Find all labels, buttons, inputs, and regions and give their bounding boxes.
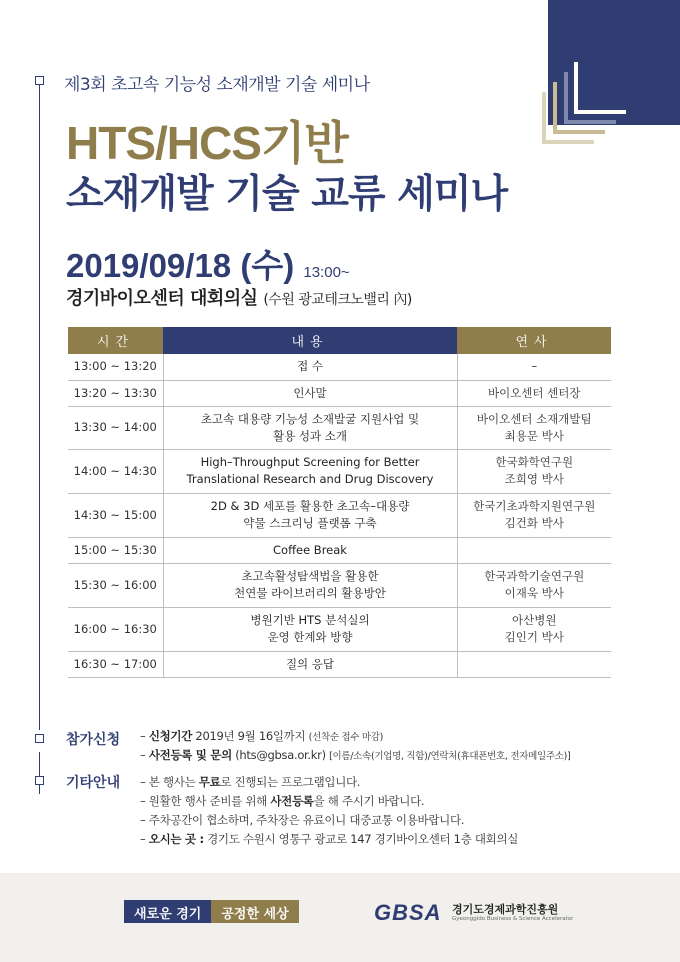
speaker-line: 한국과학기술연구원 <box>484 569 585 584</box>
header-content: 내용 <box>163 327 457 354</box>
schedule-row <box>68 607 611 651</box>
row-content <box>163 563 457 607</box>
content-line: 초고속 대용량 기능성 소재발굴 지원사업 및 <box>200 411 420 426</box>
registration-contact <box>140 747 570 763</box>
schedule-row <box>68 354 611 380</box>
speaker-line: 바이오센터 소재개발팀 <box>476 411 592 426</box>
other-info-bold: 오시는 곳 : <box>148 832 204 846</box>
reg-contact-email[interactable]: (hts@gbsa.or.kr) <box>235 748 326 762</box>
other-info-pre: – 주차공간이 협소하며, 주차장은 유료이니 대중교통 이용바랍니다. <box>140 813 465 827</box>
row-content <box>163 607 457 651</box>
reg-dash-2: – <box>140 748 146 762</box>
row-time: 14:30 ~ 15:00 <box>68 493 163 537</box>
speaker-line: 김인기 박사 <box>504 630 564 644</box>
other-info-line <box>140 793 424 809</box>
row-speaker <box>457 449 611 493</box>
other-info-label: 기타안내 <box>66 775 121 791</box>
content-line: Coffee Break <box>273 542 347 557</box>
schedule-row <box>68 651 611 677</box>
footer-band <box>0 873 680 962</box>
other-info-line <box>140 831 518 847</box>
row-speaker <box>457 537 611 563</box>
content-line: 질의 응답 <box>285 656 335 671</box>
event-date <box>66 240 350 287</box>
title-line-2: 소재개발 기술 교류 세미나 <box>66 172 508 217</box>
subtitle-bullet-icon <box>35 76 44 85</box>
speaker-line: 바이오센터 센터장 <box>487 385 581 400</box>
row-time: 13:20 ~ 13:30 <box>68 380 163 406</box>
content-line: 접 수 <box>297 359 323 374</box>
schedule-row <box>68 563 611 607</box>
row-content <box>163 380 457 406</box>
row-content <box>163 354 457 380</box>
content-line: 2D & 3D 세포를 활용한 초고속–대용량 <box>210 499 410 514</box>
reg-contact-key: 사전등록 및 문의 <box>148 748 232 762</box>
row-speaker <box>457 354 611 380</box>
reg-contact-note: [이름/소속(기업명, 직함)/연락처(휴대폰번호, 전자메일주소)] <box>329 751 571 762</box>
other-info-pre: – <box>140 832 149 846</box>
reg-period-note: (선착순 접수 마감) <box>308 732 384 743</box>
row-content <box>163 406 457 449</box>
venue-note: (수원 광교테크노밸리 內) <box>263 292 412 308</box>
speaker-line: 한국화학연구원 <box>495 455 574 470</box>
content-line: 약물 스크리닝 플랫폼 구축 <box>243 516 377 530</box>
other-info-bold: 무료 <box>198 775 221 789</box>
content-line: 활용 성과 소개 <box>273 428 347 443</box>
row-speaker <box>457 563 611 607</box>
speaker-line: 한국기초과학지원연구원 <box>473 499 596 514</box>
reg-period-key: 신청기간 <box>148 729 193 743</box>
row-speaker <box>457 493 611 537</box>
speaker-line: 이재욱 박사 <box>504 586 564 600</box>
row-time: 15:30 ~ 16:00 <box>68 563 163 607</box>
schedule-row <box>68 380 611 406</box>
date-value: 2019/09/18 <box>66 247 232 284</box>
content-line: 초고속활성탐색법을 활용한 <box>241 569 379 584</box>
title-line-1: HTS/HCS기반 <box>66 117 348 169</box>
other-info-pre: – 원활한 행사 준비를 위해 <box>140 794 271 808</box>
other-info-bold: 사전등록 <box>270 794 314 808</box>
row-time: 13:30 ~ 14:00 <box>68 406 163 449</box>
other-info-post: 을 해 주시기 바랍니다. <box>313 794 425 808</box>
speaker-line: 김건화 박사 <box>504 516 564 530</box>
slogan-part-1: 새로운 경기 <box>124 900 211 923</box>
reg-dash: – <box>140 729 146 743</box>
header-speaker: 연사 <box>457 327 611 354</box>
seminar-subtitle: 제3회 초고속 기능성 소재개발 기술 세미나 <box>64 75 370 95</box>
schedule-table <box>68 327 611 678</box>
content-line: 운영 한계와 방향 <box>267 630 353 644</box>
other-info-bullet-icon <box>35 776 44 785</box>
speaker-line: 최용문 박사 <box>504 428 564 443</box>
schedule-row <box>68 449 611 493</box>
other-info-post: 경기도 수원시 영통구 광교로 147 경기바이오센터 1층 대회의실 <box>203 832 519 846</box>
left-rail-line <box>39 85 40 730</box>
row-time: 14:00 ~ 14:30 <box>68 449 163 493</box>
row-time: 16:30 ~ 17:00 <box>68 651 163 677</box>
row-speaker <box>457 380 611 406</box>
reg-period-value: 2019년 9월 16일까지 <box>195 729 306 743</box>
row-speaker <box>457 406 611 449</box>
row-time: 13:00 ~ 13:20 <box>68 354 163 380</box>
date-weekday: (수) <box>240 247 295 284</box>
content-line: 병원기반 HTS 분석실의 <box>250 613 370 628</box>
registration-label: 참가신청 <box>66 732 121 748</box>
content-line: 인사말 <box>293 385 327 400</box>
registration-bullet-icon <box>35 734 44 743</box>
other-info-post: 로 진행되는 프로그램입니다. <box>220 775 361 789</box>
gbsa-logo-korean: 경기도경제과학진흥원 <box>452 903 559 916</box>
start-time: 13:00~ <box>303 264 350 281</box>
row-speaker <box>457 607 611 651</box>
other-info-line <box>140 774 360 790</box>
header-time: 시간 <box>68 327 163 354</box>
schedule-header-row <box>68 327 611 354</box>
slogan-badge <box>124 900 299 923</box>
other-info-line <box>140 812 464 828</box>
venue-name: 경기바이오센터 대회의실 <box>66 288 258 309</box>
left-rail-line-lower <box>39 752 40 794</box>
schedule-row <box>68 493 611 537</box>
other-info-pre: – 본 행사는 <box>140 775 199 789</box>
speaker-line: 조희영 박사 <box>504 472 564 486</box>
gbsa-logo-english: Gyeonggido Business & Science Accelerator <box>452 916 574 922</box>
row-content <box>163 651 457 677</box>
schedule-row <box>68 537 611 563</box>
row-content <box>163 493 457 537</box>
row-time: 15:00 ~ 15:30 <box>68 537 163 563</box>
schedule-row <box>68 406 611 449</box>
event-venue <box>66 284 412 310</box>
content-line: Translational Research and Drug Discovery <box>186 472 434 486</box>
row-time: 16:00 ~ 16:30 <box>68 607 163 651</box>
row-content <box>163 537 457 563</box>
slogan-part-2: 공정한 세상 <box>211 900 298 923</box>
content-line: High–Throughput Screening for Better <box>200 455 420 470</box>
speaker-line: 아산병원 <box>512 613 557 628</box>
gbsa-logo-mark: GBSA <box>374 900 442 925</box>
row-content <box>163 449 457 493</box>
speaker-line: – <box>531 359 538 374</box>
content-line: 천연물 라이브러리의 활용방안 <box>234 586 386 600</box>
row-speaker <box>457 651 611 677</box>
registration-period <box>140 728 383 744</box>
